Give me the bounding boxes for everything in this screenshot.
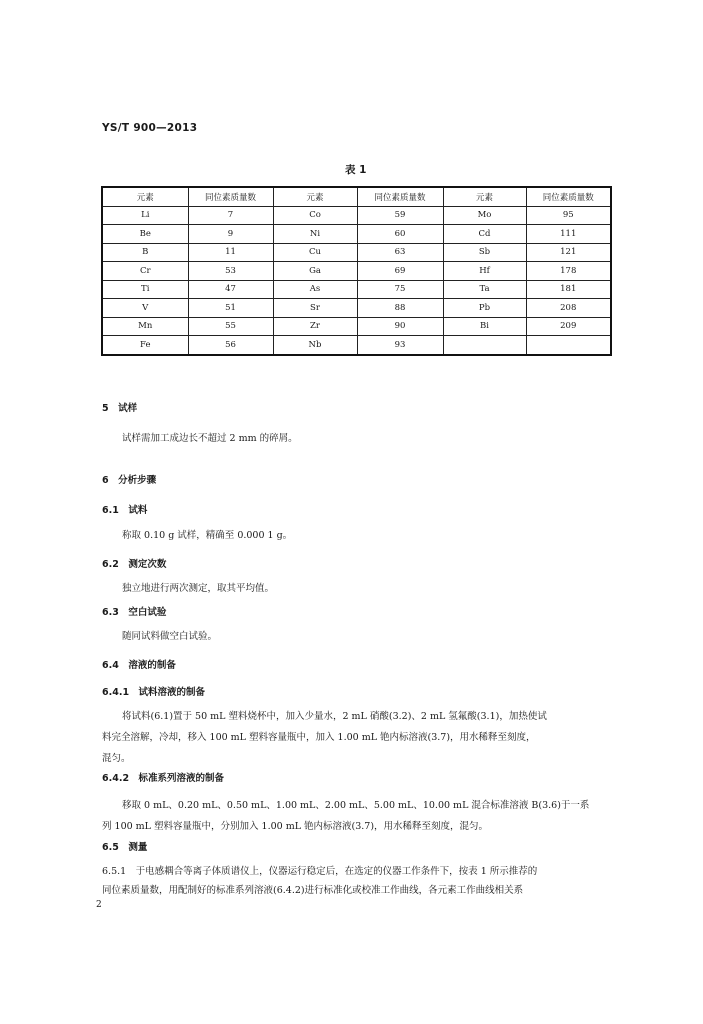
section-6-3-text: 随同试料做空白试验。 [122,631,218,642]
table-row [102,206,611,225]
element-cell: Pb [443,299,526,318]
standard-code: YS/T 900—2013 [102,122,198,134]
mass-number-cell: 11 [188,243,273,262]
mass-number-cell: 56 [188,336,273,355]
mass-number-cell: 121 [526,243,611,262]
section-6-4-2-title: 6.4.2 标准系列溶液的制备 [102,773,225,784]
section-6-1-title: 6.1 试料 [102,505,148,516]
element-cell: Sr [273,299,357,318]
mass-number-cell [526,336,611,355]
table-caption: 表 1 [345,164,367,176]
section-6-4-1-line: 料完全溶解，冷却，移入 100 mL 塑料容量瓶中，加入 1.00 mL 铯内标溶液(3.7)，用水稀释至刻度， [102,732,536,743]
header-cell: 元素 [443,187,526,206]
element-cell: Ni [273,225,357,244]
header-cell: 元素 [273,187,357,206]
mass-number-cell: 209 [526,317,611,336]
header-cell: 同位素质量数 [357,187,443,206]
section-6-4-2-line: 列 100 mL 塑料容量瓶中，分别加入 1.00 mL 铯内标溶液(3.7)，用水稀释至刻度，混匀。 [102,821,489,832]
section-6-4-2-line: 移取 0 mL、0.20 mL、0.50 mL、1.00 mL、2.00 mL、5.00 mL、10.00 mL 混合标准溶液 B(3.6)于一系 [122,800,590,811]
section-5-title: 5 试样 [102,403,138,414]
table-row [102,262,611,281]
element-cell: Sb [443,243,526,262]
mass-number-cell: 111 [526,225,611,244]
mass-number-cell: 51 [188,299,273,318]
section-6-2-text: 独立地进行两次测定，取其平均值。 [122,583,275,594]
element-cell: B [102,243,188,262]
section-6-4-1-title: 6.4.1 试料溶液的制备 [102,687,206,698]
element-cell [443,336,526,355]
element-cell: Bi [443,317,526,336]
element-cell: Fe [102,336,188,355]
element-cell: Co [273,206,357,225]
element-cell: As [273,280,357,299]
mass-number-cell: 69 [357,262,443,281]
section-6-1-text: 称取 0.10 g 试样，精确至 0.000 1 g。 [122,530,293,541]
table-header-row [102,187,611,206]
section-6-4-1-line: 将试料(6.1)置于 50 mL 塑料烧杯中，加入少量水，2 mL 硝酸(3.2)、2 mL 氢氟酸(3.1)，加热使试 [122,711,547,722]
table-row [102,299,611,318]
table-row [102,280,611,299]
mass-number-cell: 208 [526,299,611,318]
element-cell: Li [102,206,188,225]
element-cell: Mo [443,206,526,225]
mass-number-cell: 75 [357,280,443,299]
element-cell: Ta [443,280,526,299]
mass-number-cell: 95 [526,206,611,225]
element-cell: Zr [273,317,357,336]
mass-number-cell: 178 [526,262,611,281]
mass-number-cell: 88 [357,299,443,318]
mass-number-cell: 93 [357,336,443,355]
mass-number-cell: 55 [188,317,273,336]
mass-number-cell: 90 [357,317,443,336]
mass-number-cell: 59 [357,206,443,225]
section-5-text: 试样需加工成边长不超过 2 mm 的碎屑。 [122,433,298,444]
section-6-5-1-line: 6.5.1 于电感耦合等离子体质谱仪上，仪器运行稳定后，在选定的仪器工作条件下，按表 1 所示推荐的 [102,866,538,877]
section-6-4-title: 6.4 溶液的制备 [102,660,176,671]
element-cell: Cr [102,262,188,281]
header-cell: 元素 [102,187,188,206]
header-cell: 同位素质量数 [526,187,611,206]
element-cell: Be [102,225,188,244]
mass-number-cell: 181 [526,280,611,299]
table-row [102,225,611,244]
mass-number-cell: 60 [357,225,443,244]
section-6-2-title: 6.2 测定次数 [102,559,167,570]
element-cell: V [102,299,188,318]
element-cell: Mn [102,317,188,336]
mass-number-cell: 47 [188,280,273,299]
mass-number-cell: 7 [188,206,273,225]
element-cell: Hf [443,262,526,281]
element-cell: Ti [102,280,188,299]
table-row [102,243,611,262]
page-number: 2 [96,900,102,910]
element-cell: Cu [273,243,357,262]
element-cell: Cd [443,225,526,244]
section-6-5-title: 6.5 测量 [102,842,148,853]
mass-number-cell: 63 [357,243,443,262]
element-cell: Ga [273,262,357,281]
header-cell: 同位素质量数 [188,187,273,206]
mass-number-cell: 53 [188,262,273,281]
isotope-table [101,186,612,356]
section-6-3-title: 6.3 空白试验 [102,607,167,618]
section-6-4-1-line: 混匀。 [102,753,131,764]
mass-number-cell: 9 [188,225,273,244]
table-row [102,317,611,336]
element-cell: Nb [273,336,357,355]
table-row [102,336,611,355]
section-6-title: 6 分析步骤 [102,475,157,486]
section-6-5-1-line: 同位素质量数，用配制好的标准系列溶液(6.4.2)进行标准化或校准工作曲线，各元素工作曲线相关系 [102,885,524,896]
